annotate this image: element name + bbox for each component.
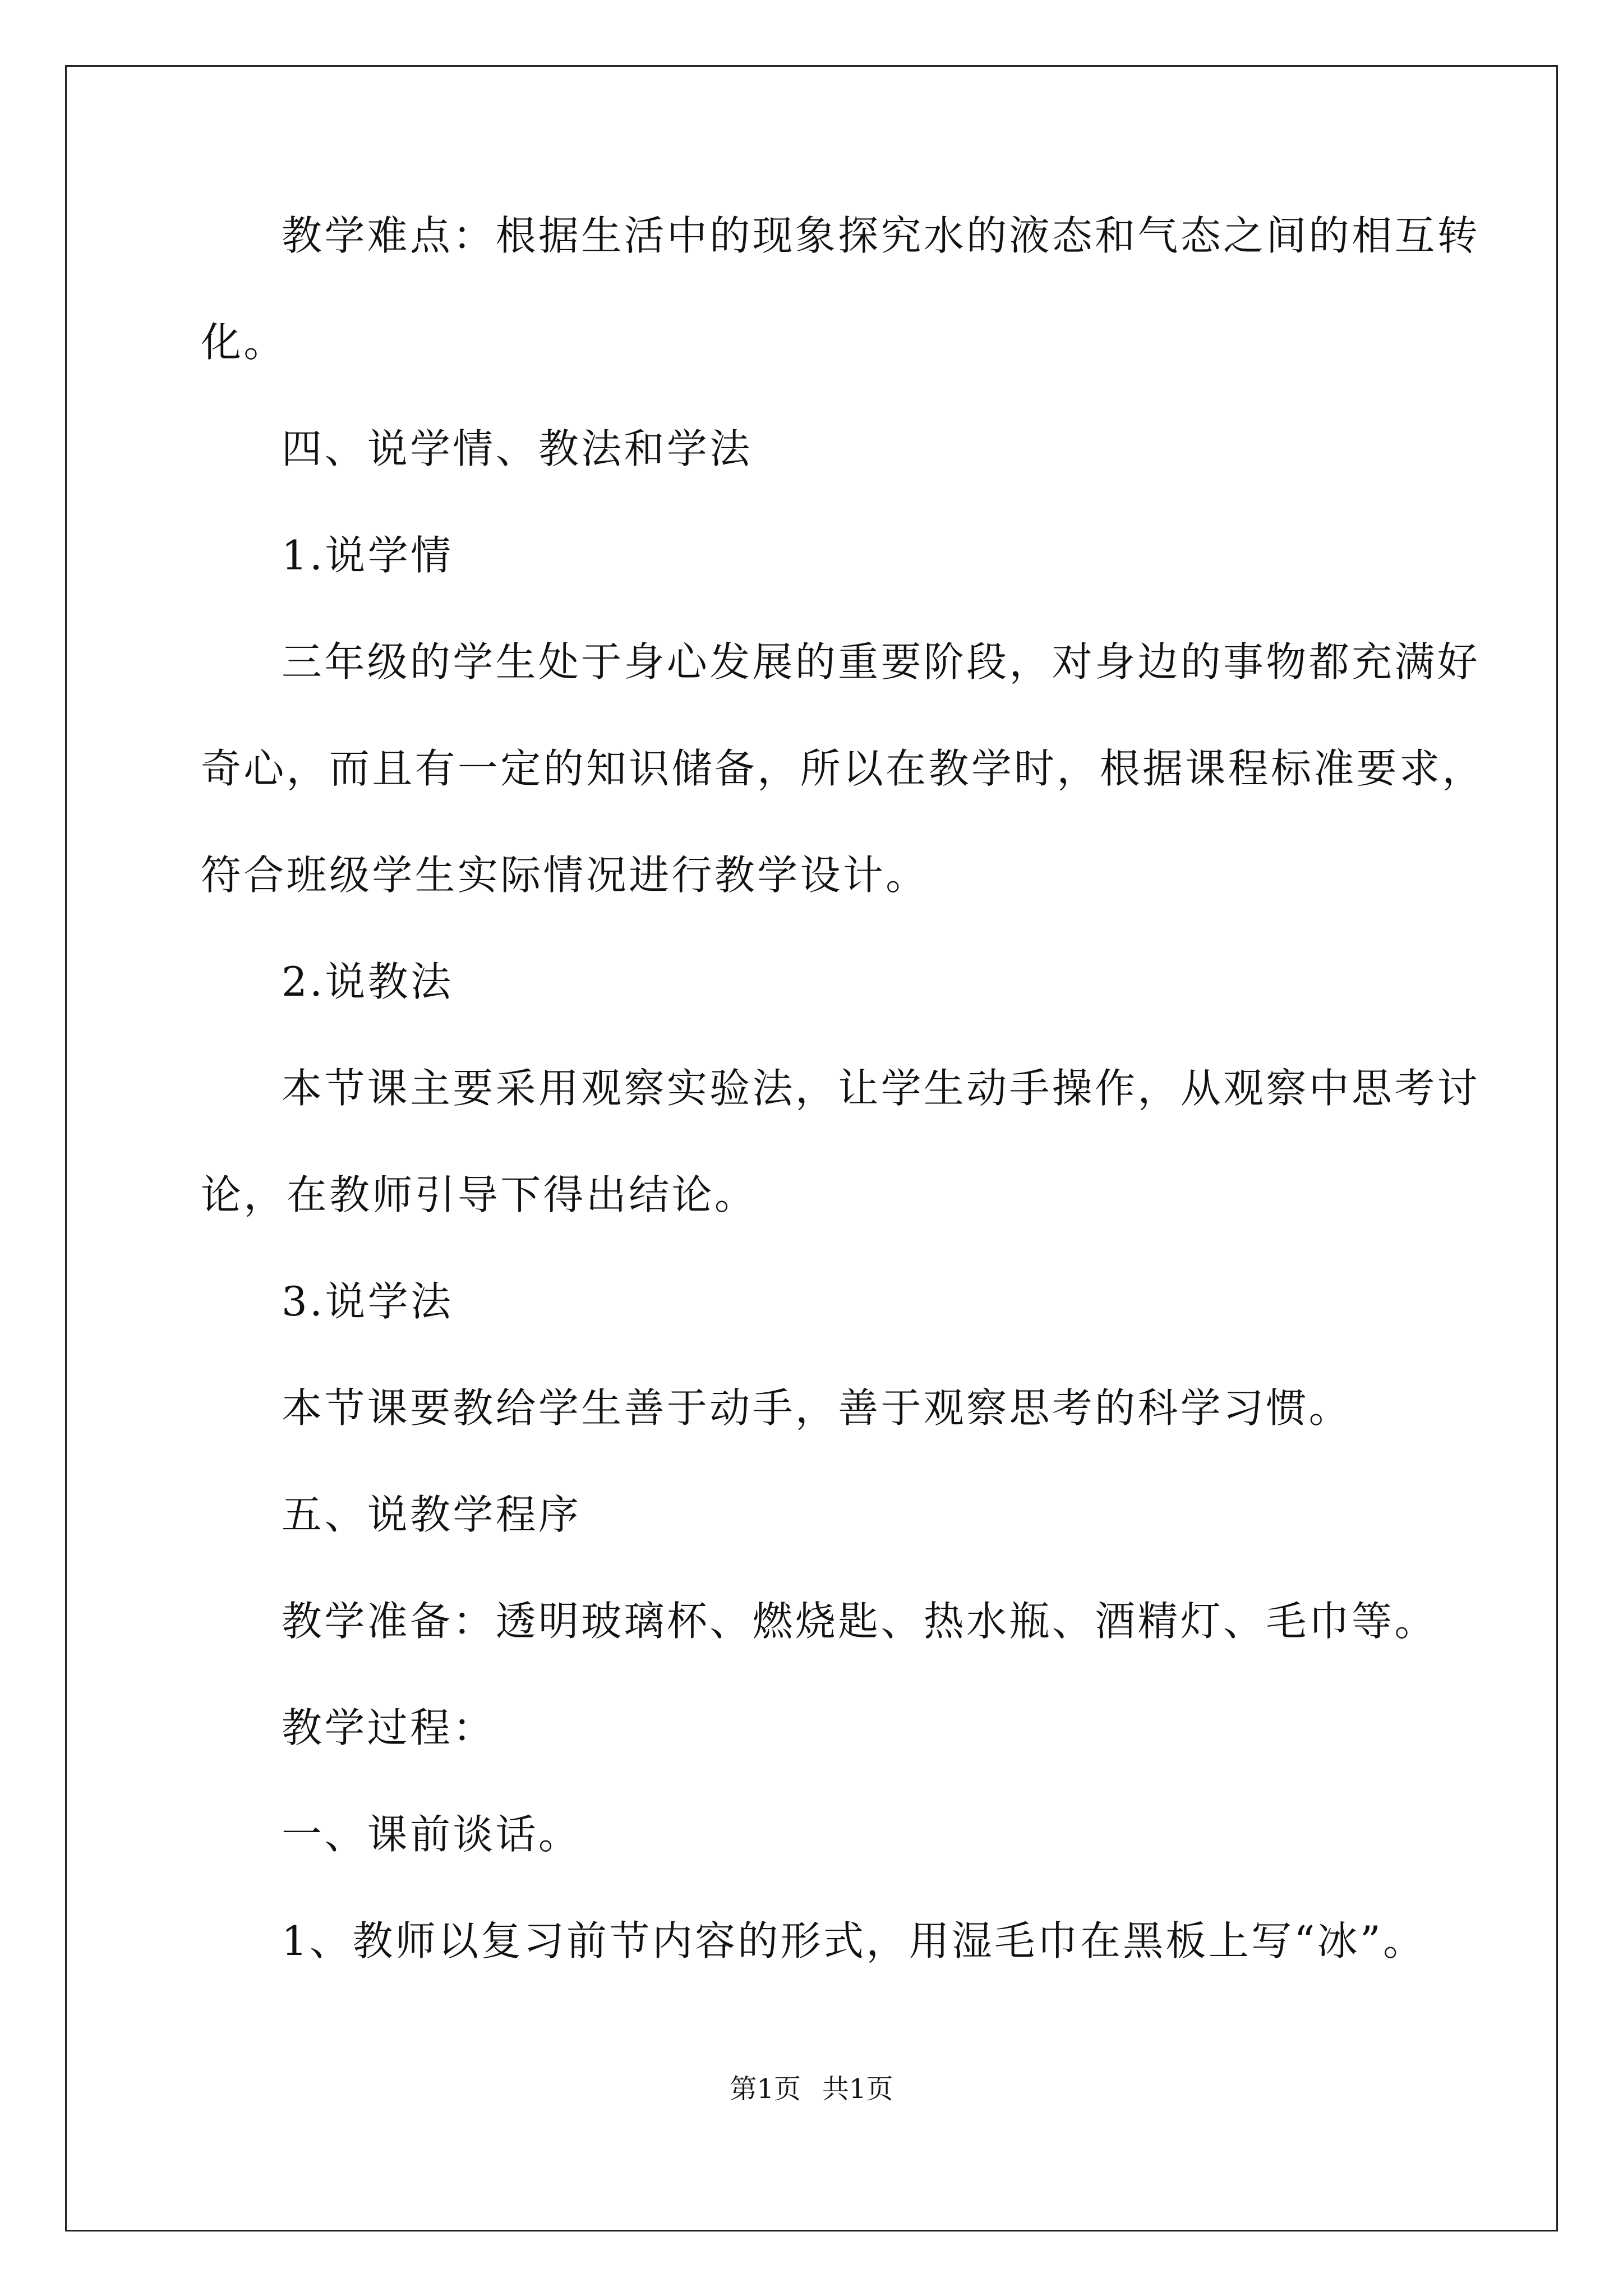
text-line: 教学准备：透明玻璃杯、燃烧匙、热水瓶、酒精灯、毛巾等。: [282, 1598, 1437, 1645]
section-heading: 一、课前谈话。: [282, 1811, 582, 1858]
section-heading: 五、说教学程序: [282, 1491, 582, 1538]
text-line: 本节课主要采用观察实验法，让学生动手操作，从观察中思考讨: [282, 1065, 1480, 1112]
text-line: 本节课要教给学生善于动手，善于观察思考的科学习惯。: [282, 1384, 1352, 1432]
subsection-heading: 2.说教法: [282, 958, 454, 1005]
text-line: 奇心，而且有一定的知识储备，所以在教学时，根据课程标准要求，: [201, 745, 1485, 792]
text-line: 三年级的学生处于身心发展的重要阶段，对身边的事物都充满好: [282, 638, 1480, 685]
page-number-total: 共1页: [822, 2073, 893, 2105]
text-line: 1、教师以复习前节内容的形式，用湿毛巾在黑板上写“冰”。: [282, 1917, 1426, 1964]
subsection-heading: 1.说学情: [282, 532, 454, 579]
page-number-current: 第1页: [730, 2073, 801, 2105]
section-heading: 四、说学情、教法和学法: [282, 425, 753, 472]
page-footer: [0, 2073, 1623, 2105]
text-line: 论，在教师引导下得出结论。: [201, 1171, 758, 1218]
subsection-heading: 3.说学法: [282, 1278, 454, 1325]
page-border: [65, 65, 1558, 2231]
text-line: 化。: [201, 319, 287, 366]
text-line: 符合班级学生实际情况进行教学设计。: [201, 852, 929, 899]
text-line: 教学过程：: [282, 1704, 496, 1751]
text-line: 教学难点：根据生活中的现象探究水的液态和气态之间的相互转: [282, 212, 1480, 259]
